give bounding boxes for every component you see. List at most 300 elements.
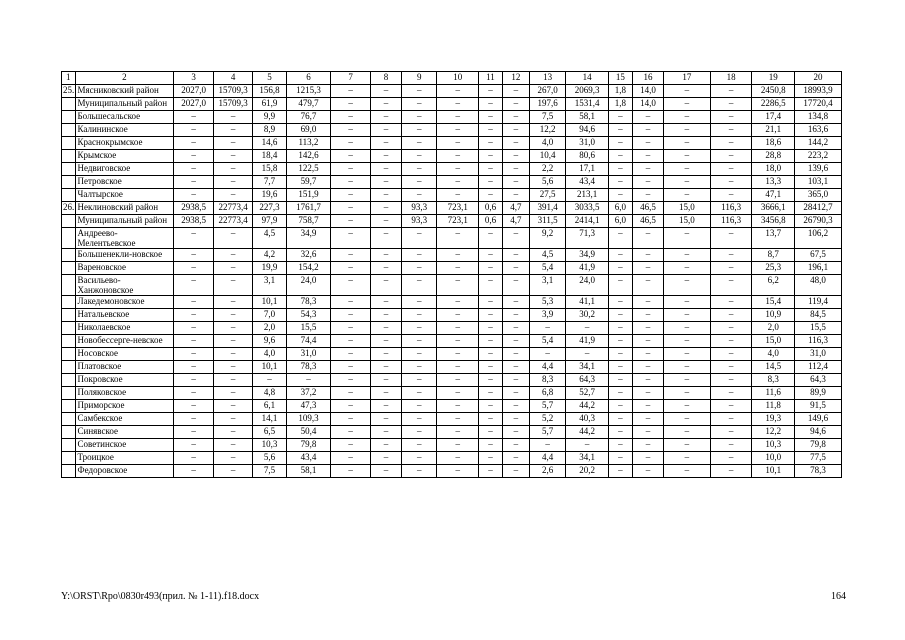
value-cell: 34,9 [286, 228, 331, 249]
value-cell: 13,7 [752, 228, 795, 249]
value-cell: – [502, 374, 529, 387]
value-cell: – [608, 228, 632, 249]
value-cell: 142,6 [286, 150, 331, 163]
column-header: 2 [75, 72, 174, 85]
value-cell: 76,7 [286, 111, 331, 124]
value-cell: – [174, 387, 214, 400]
value-cell: 14,1 [253, 413, 286, 426]
value-cell: – [632, 189, 663, 202]
value-cell: – [331, 387, 371, 400]
value-cell: – [478, 322, 502, 335]
value-cell: – [331, 124, 371, 137]
value-cell: – [664, 361, 711, 374]
value-cell: – [478, 426, 502, 439]
value-cell: – [331, 85, 371, 98]
value-cell: – [331, 322, 371, 335]
value-cell: 1215,3 [286, 85, 331, 98]
value-cell: – [437, 163, 479, 176]
value-cell: – [664, 98, 711, 111]
value-cell: – [213, 361, 253, 374]
row-number-cell [62, 189, 76, 202]
value-cell: – [370, 202, 401, 215]
value-cell: 119,4 [795, 296, 842, 309]
territory-name-cell: Носовское [75, 348, 174, 361]
value-cell: 1531,4 [566, 98, 609, 111]
table-row [62, 111, 842, 124]
value-cell: – [608, 176, 632, 189]
row-number-cell [62, 215, 76, 228]
value-cell: – [213, 228, 253, 249]
value-cell: – [174, 309, 214, 322]
value-cell: 47,1 [752, 189, 795, 202]
value-cell: 4,5 [253, 228, 286, 249]
value-cell: – [174, 335, 214, 348]
value-cell: – [437, 111, 479, 124]
value-cell: – [608, 361, 632, 374]
table-row [62, 137, 842, 150]
value-cell: – [253, 374, 286, 387]
value-cell: 43,4 [286, 452, 331, 465]
value-cell: – [370, 124, 401, 137]
value-cell: 89,9 [795, 387, 842, 400]
value-cell: 27,5 [529, 189, 565, 202]
value-cell: – [478, 439, 502, 452]
value-cell: 122,5 [286, 163, 331, 176]
value-cell: 10,9 [752, 309, 795, 322]
value-cell: – [437, 189, 479, 202]
value-cell: 5,7 [529, 400, 565, 413]
value-cell: – [437, 228, 479, 249]
value-cell: 10,3 [752, 439, 795, 452]
value-cell: – [402, 176, 437, 189]
table-row [62, 163, 842, 176]
value-cell: 3,9 [529, 309, 565, 322]
value-cell: 11,8 [752, 400, 795, 413]
value-cell: 44,2 [566, 426, 609, 439]
value-cell: – [608, 374, 632, 387]
value-cell: 2450,8 [752, 85, 795, 98]
value-cell: – [632, 249, 663, 262]
value-cell: 213,1 [566, 189, 609, 202]
value-cell: 31,0 [566, 137, 609, 150]
value-cell: 116,3 [710, 202, 752, 215]
row-number-cell [62, 228, 76, 249]
value-cell: 64,3 [795, 374, 842, 387]
value-cell: 197,6 [529, 98, 565, 111]
value-cell: – [437, 296, 479, 309]
value-cell: 12,2 [529, 124, 565, 137]
value-cell: 44,2 [566, 400, 609, 413]
value-cell: – [402, 189, 437, 202]
value-cell: 17,1 [566, 163, 609, 176]
value-cell: – [402, 296, 437, 309]
value-cell: 2,0 [253, 322, 286, 335]
value-cell: – [608, 413, 632, 426]
value-cell: – [402, 322, 437, 335]
value-cell: – [664, 335, 711, 348]
row-number-cell [62, 137, 76, 150]
row-number-cell [62, 150, 76, 163]
value-cell: – [437, 348, 479, 361]
value-cell: 1761,7 [286, 202, 331, 215]
value-cell: – [664, 452, 711, 465]
value-cell: 7,7 [253, 176, 286, 189]
value-cell: – [710, 228, 752, 249]
value-cell: 5,2 [529, 413, 565, 426]
value-cell: – [502, 387, 529, 400]
territory-name-cell: Крымское [75, 150, 174, 163]
value-cell: – [632, 348, 663, 361]
territory-name-cell: Недвиговское [75, 163, 174, 176]
column-header: 20 [795, 72, 842, 85]
value-cell: – [710, 439, 752, 452]
value-cell: – [370, 262, 401, 275]
value-cell: – [502, 322, 529, 335]
territory-name-cell: Лакедемоновское [75, 296, 174, 309]
value-cell: – [478, 296, 502, 309]
table-row [62, 465, 842, 478]
value-cell: – [331, 465, 371, 478]
value-cell: – [632, 465, 663, 478]
value-cell: 2938,5 [174, 215, 214, 228]
value-cell: – [213, 262, 253, 275]
value-cell: – [370, 215, 401, 228]
value-cell: – [437, 361, 479, 374]
value-cell: 10,4 [529, 150, 565, 163]
territory-name-cell: Синявское [75, 426, 174, 439]
value-cell: – [370, 98, 401, 111]
value-cell: 46,5 [632, 215, 663, 228]
value-cell: – [502, 137, 529, 150]
row-number-cell [62, 249, 76, 262]
value-cell: – [402, 150, 437, 163]
value-cell: 18,0 [752, 163, 795, 176]
row-number-cell [62, 413, 76, 426]
value-cell: 97,9 [253, 215, 286, 228]
table-row [62, 85, 842, 98]
value-cell: – [478, 124, 502, 137]
value-cell: 3,1 [253, 275, 286, 296]
value-cell: 2,0 [752, 322, 795, 335]
value-cell: – [478, 374, 502, 387]
value-cell: – [437, 124, 479, 137]
value-cell: 134,8 [795, 111, 842, 124]
value-cell: – [402, 309, 437, 322]
value-cell: 6,2 [752, 275, 795, 296]
value-cell: – [402, 249, 437, 262]
value-cell: – [437, 176, 479, 189]
value-cell: – [632, 452, 663, 465]
value-cell: – [529, 322, 565, 335]
territory-name-cell: Николаевское [75, 322, 174, 335]
value-cell: 4,2 [253, 249, 286, 262]
row-number-cell: 25. [62, 85, 76, 98]
value-cell: – [502, 335, 529, 348]
value-cell: – [437, 275, 479, 296]
value-cell: 109,3 [286, 413, 331, 426]
value-cell: – [174, 413, 214, 426]
value-cell: – [174, 296, 214, 309]
value-cell: – [608, 150, 632, 163]
territory-name-cell: Платовское [75, 361, 174, 374]
value-cell: – [402, 98, 437, 111]
value-cell: 267,0 [529, 85, 565, 98]
value-cell: 2,6 [529, 465, 565, 478]
value-cell: – [664, 387, 711, 400]
value-cell: – [213, 150, 253, 163]
value-cell: 15,5 [795, 322, 842, 335]
value-cell: – [402, 111, 437, 124]
value-cell: – [664, 439, 711, 452]
value-cell: – [529, 348, 565, 361]
value-cell: 311,5 [529, 215, 565, 228]
value-cell: – [437, 426, 479, 439]
value-cell: – [370, 85, 401, 98]
value-cell: – [370, 150, 401, 163]
row-number-cell [62, 348, 76, 361]
value-cell: – [331, 400, 371, 413]
row-number-cell [62, 98, 76, 111]
value-cell: 24,0 [566, 275, 609, 296]
value-cell: 24,0 [286, 275, 331, 296]
value-cell: – [608, 426, 632, 439]
value-cell: – [632, 387, 663, 400]
value-cell: – [370, 374, 401, 387]
value-cell: – [174, 439, 214, 452]
value-cell: – [608, 249, 632, 262]
value-cell: – [502, 249, 529, 262]
value-cell: 43,4 [566, 176, 609, 189]
value-cell: 163,6 [795, 124, 842, 137]
value-cell: – [331, 361, 371, 374]
value-cell: 10,3 [253, 439, 286, 452]
value-cell: – [478, 189, 502, 202]
value-cell: – [437, 374, 479, 387]
value-cell: 106,2 [795, 228, 842, 249]
row-number-cell [62, 426, 76, 439]
value-cell: – [174, 452, 214, 465]
value-cell: 4,7 [502, 202, 529, 215]
value-cell: – [331, 98, 371, 111]
value-cell: – [174, 176, 214, 189]
value-cell: 5,6 [253, 452, 286, 465]
value-cell: – [608, 465, 632, 478]
value-cell: – [402, 374, 437, 387]
value-cell: 5,4 [529, 262, 565, 275]
column-header: 13 [529, 72, 565, 85]
value-cell: 32,6 [286, 249, 331, 262]
territory-name-cell: Калининское [75, 124, 174, 137]
value-cell: 7,0 [253, 309, 286, 322]
value-cell: – [632, 322, 663, 335]
value-cell: – [664, 163, 711, 176]
row-number-cell [62, 322, 76, 335]
value-cell: – [437, 439, 479, 452]
value-cell: – [213, 452, 253, 465]
value-cell: 10,1 [752, 465, 795, 478]
value-cell: – [478, 163, 502, 176]
value-cell: 13,3 [752, 176, 795, 189]
value-cell: – [632, 361, 663, 374]
value-cell: – [331, 228, 371, 249]
value-cell: – [632, 426, 663, 439]
value-cell: – [710, 361, 752, 374]
value-cell: – [437, 413, 479, 426]
value-cell: – [402, 400, 437, 413]
value-cell: 10,1 [253, 361, 286, 374]
table-row [62, 335, 842, 348]
value-cell: – [213, 413, 253, 426]
value-cell: – [502, 452, 529, 465]
value-cell: 74,4 [286, 335, 331, 348]
table-row [62, 150, 842, 163]
value-cell: 8,7 [752, 249, 795, 262]
row-number-cell [62, 335, 76, 348]
value-cell: 40,3 [566, 413, 609, 426]
value-cell: – [370, 163, 401, 176]
value-cell: 28,8 [752, 150, 795, 163]
column-header: 8 [370, 72, 401, 85]
value-cell: – [608, 111, 632, 124]
value-cell: – [402, 348, 437, 361]
territory-name-cell: Приморское [75, 400, 174, 413]
value-cell: – [664, 348, 711, 361]
value-cell: – [478, 348, 502, 361]
value-cell: 144,2 [795, 137, 842, 150]
territory-name-cell: Большенекли-новское [75, 249, 174, 262]
value-cell: – [664, 137, 711, 150]
table-row [62, 262, 842, 275]
value-cell: – [632, 111, 663, 124]
territory-name-cell: Мясниковский район [75, 85, 174, 98]
value-cell: – [502, 439, 529, 452]
value-cell: 19,3 [752, 413, 795, 426]
row-number-cell [62, 400, 76, 413]
value-cell: 77,5 [795, 452, 842, 465]
table-row [62, 296, 842, 309]
table-row [62, 374, 842, 387]
value-cell: – [331, 426, 371, 439]
value-cell: – [502, 176, 529, 189]
value-cell: 5,4 [529, 335, 565, 348]
value-cell: – [478, 85, 502, 98]
value-cell: 30,2 [566, 309, 609, 322]
territory-name-cell: Краснокрымское [75, 137, 174, 150]
value-cell: 4,0 [253, 348, 286, 361]
value-cell: – [370, 189, 401, 202]
value-cell: – [664, 309, 711, 322]
territory-name-cell: Большесальское [75, 111, 174, 124]
value-cell: – [608, 452, 632, 465]
value-cell: – [174, 426, 214, 439]
value-cell: – [478, 452, 502, 465]
table-row [62, 361, 842, 374]
value-cell: 116,3 [795, 335, 842, 348]
value-cell: – [402, 335, 437, 348]
value-cell: 15709,3 [213, 85, 253, 98]
territory-name-cell: Васильево-Ханжоновское [75, 275, 174, 296]
value-cell: – [402, 124, 437, 137]
value-cell: 6,8 [529, 387, 565, 400]
value-cell: 3666,1 [752, 202, 795, 215]
value-cell: – [502, 228, 529, 249]
value-cell: 4,8 [253, 387, 286, 400]
value-cell: 26790,3 [795, 215, 842, 228]
value-cell: 14,5 [752, 361, 795, 374]
value-cell: 139,6 [795, 163, 842, 176]
value-cell: – [213, 296, 253, 309]
value-cell: 723,1 [437, 202, 479, 215]
column-header: 17 [664, 72, 711, 85]
value-cell: – [437, 465, 479, 478]
value-cell: – [174, 137, 214, 150]
value-cell: – [402, 465, 437, 478]
row-number-cell [62, 176, 76, 189]
value-cell: 20,2 [566, 465, 609, 478]
value-cell: – [632, 400, 663, 413]
value-cell: – [710, 348, 752, 361]
value-cell: – [174, 348, 214, 361]
value-cell: – [370, 176, 401, 189]
value-cell: 94,6 [566, 124, 609, 137]
value-cell: 79,8 [795, 439, 842, 452]
value-cell: 1,8 [608, 85, 632, 98]
value-cell: – [437, 400, 479, 413]
value-cell: – [632, 439, 663, 452]
value-cell: – [402, 163, 437, 176]
value-cell: – [174, 275, 214, 296]
value-cell: – [478, 176, 502, 189]
footer-page-number: 164 [831, 591, 846, 602]
row-number-cell [62, 111, 76, 124]
row-number-cell [62, 262, 76, 275]
value-cell: – [213, 348, 253, 361]
row-number-cell [62, 439, 76, 452]
value-cell: – [502, 296, 529, 309]
value-cell: – [710, 189, 752, 202]
value-cell: – [664, 189, 711, 202]
value-cell: – [437, 387, 479, 400]
value-cell: – [478, 150, 502, 163]
value-cell: 4,0 [752, 348, 795, 361]
value-cell: 21,1 [752, 124, 795, 137]
territory-name-cell: Неклиновский район [75, 202, 174, 215]
value-cell: 2414,1 [566, 215, 609, 228]
value-cell: – [710, 98, 752, 111]
value-cell: – [664, 275, 711, 296]
value-cell: 58,1 [566, 111, 609, 124]
value-cell: – [710, 249, 752, 262]
value-cell: – [213, 335, 253, 348]
table-row [62, 202, 842, 215]
value-cell: – [331, 262, 371, 275]
value-cell: – [174, 374, 214, 387]
value-cell: – [213, 275, 253, 296]
value-cell: – [710, 275, 752, 296]
value-cell: 3033,5 [566, 202, 609, 215]
value-cell: – [664, 400, 711, 413]
value-cell: 151,9 [286, 189, 331, 202]
value-cell: – [331, 348, 371, 361]
value-cell: – [664, 426, 711, 439]
value-cell: 6,5 [253, 426, 286, 439]
column-header: 7 [331, 72, 371, 85]
value-cell: – [402, 137, 437, 150]
value-cell: 4,4 [529, 452, 565, 465]
territory-name-cell: Покровское [75, 374, 174, 387]
column-header: 5 [253, 72, 286, 85]
value-cell: – [710, 322, 752, 335]
